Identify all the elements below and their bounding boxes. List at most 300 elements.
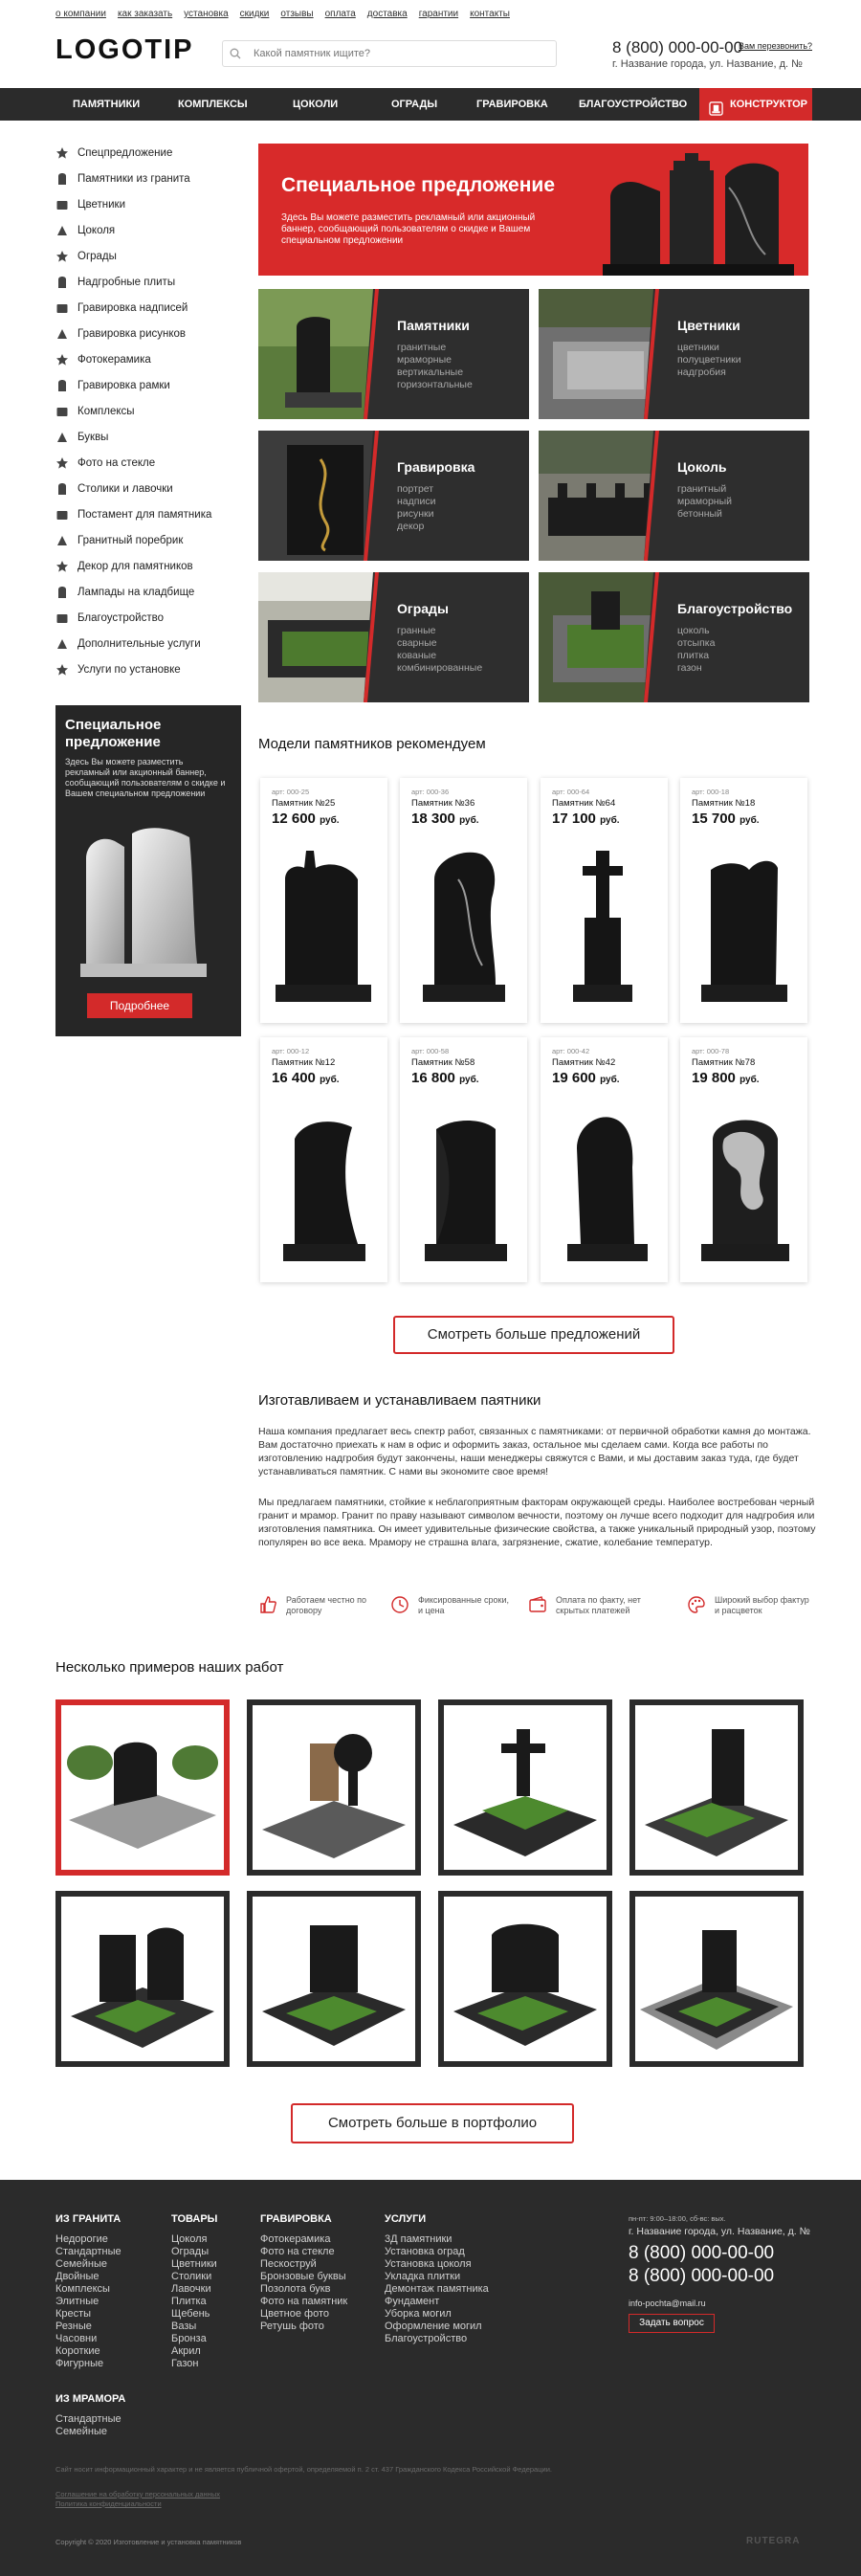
- footer-link[interactable]: Укладка плитки: [385, 2271, 461, 2282]
- constructor-button[interactable]: [699, 88, 812, 121]
- feature-contract: [258, 1595, 382, 1616]
- footer-link[interactable]: Установка цоколя: [385, 2258, 472, 2270]
- category-subitem[interactable]: цоколь: [677, 625, 710, 636]
- category-subitem[interactable]: плитка: [677, 650, 710, 661]
- product-article: арт: 000-18: [692, 788, 730, 796]
- product-price: [272, 1070, 340, 1086]
- portfolio-item[interactable]: [629, 1699, 804, 1876]
- sidebar-item-label: Гравировка рисунков: [77, 327, 187, 340]
- frame-icon: [55, 379, 69, 392]
- footer-hours: пн-пт: 9:00–18:00, сб-вс: вых.: [629, 2214, 726, 2223]
- portfolio-photo: [253, 1705, 415, 1870]
- sidebar-item[interactable]: [55, 372, 237, 398]
- engrave-icon: [55, 301, 69, 315]
- sidebar-item[interactable]: [55, 295, 237, 321]
- sidebar-item[interactable]: [55, 321, 237, 346]
- nav-plinths[interactable]: ЦОКОЛИ: [293, 99, 339, 110]
- feature-choice-text: Широкий выбор фактур и расцветок: [715, 1595, 809, 1615]
- category-subitem[interactable]: отсыпка: [677, 637, 716, 649]
- footer-col-granite-title: ИЗ ГРАНИТА: [55, 2213, 121, 2225]
- footer-link[interactable]: Семейные: [55, 2258, 107, 2270]
- product-article: арт: 000-78: [692, 1047, 730, 1055]
- sidebar-item-label: Постамент для памятника: [77, 508, 212, 521]
- search-input[interactable]: [248, 41, 556, 66]
- product-name[interactable]: Памятник №25: [272, 798, 336, 809]
- feature-fixed-terms-text: Фиксированные сроки, и цена: [418, 1595, 510, 1615]
- wallet-icon: [528, 1595, 547, 1614]
- footer-link[interactable]: Столики: [171, 2271, 212, 2282]
- plus-icon: [55, 637, 69, 651]
- footer-link[interactable]: Уборка могил: [385, 2308, 452, 2320]
- footer-link[interactable]: Благоустройство: [385, 2333, 468, 2344]
- category-title: Цветники: [677, 318, 740, 333]
- sidebar-item-label: Столики и лавочки: [77, 482, 173, 495]
- side-promo-more-button[interactable]: Подробнее: [87, 993, 192, 1018]
- product-image: [556, 841, 651, 1002]
- product-article: арт: 000-25: [272, 788, 310, 796]
- sidebar-item[interactable]: [55, 476, 237, 501]
- sidebar-item-label: Фото на стекле: [77, 456, 156, 469]
- footer-link[interactable]: Оформление могил: [385, 2321, 482, 2332]
- sidebar-item[interactable]: [55, 346, 237, 372]
- portfolio-photo: [444, 1897, 607, 2061]
- category-tile-fences[interactable]: [258, 572, 529, 702]
- category-tile-landscaping[interactable]: [539, 572, 809, 702]
- product-price-currency: руб.: [600, 815, 620, 826]
- portfolio-photo: [444, 1705, 607, 1870]
- portfolio-photo: [61, 1705, 224, 1870]
- nav-engraving[interactable]: ГРАВИРОВКА: [476, 99, 548, 110]
- sidebar-item-label: Дополнительные услуги: [77, 637, 201, 650]
- category-tile-flowerbeds[interactable]: [539, 289, 809, 419]
- footer-link[interactable]: Семейные: [55, 2426, 107, 2437]
- category-subitem[interactable]: бетонный: [677, 508, 722, 520]
- sidebar-item-label: Лампады на кладбище: [77, 586, 195, 598]
- developer-logo[interactable]: RUTEGRA: [746, 2536, 801, 2546]
- portfolio-item[interactable]: [438, 1891, 612, 2067]
- side-promo-text: Здесь Вы можете разместить рекламный или акционный баннер, сообщающий пользователям о скидке и Вашем специальном предложении: [65, 757, 226, 798]
- plinth-icon: [55, 224, 69, 237]
- footer-link[interactable]: Элитные: [55, 2296, 99, 2307]
- top-link-discounts[interactable]: скидки: [239, 9, 270, 19]
- footer-link[interactable]: Цветники: [171, 2258, 217, 2270]
- feature-fixed-terms: [390, 1595, 514, 1616]
- about-title: Изготавливаем и устанавливаем паятники: [258, 1392, 541, 1409]
- top-link-reviews[interactable]: отзывы: [280, 9, 314, 19]
- nav-complexes[interactable]: КОМПЛЕКСЫ: [178, 99, 248, 110]
- category-subitem[interactable]: надгробия: [677, 366, 726, 378]
- footer-link[interactable]: Ограды: [171, 2246, 210, 2257]
- footer-link[interactable]: Кресты: [55, 2308, 92, 2320]
- product-price-currency: руб.: [320, 1075, 340, 1085]
- category-subitem[interactable]: гранитный: [677, 483, 727, 495]
- side-promo-banner: [55, 705, 241, 1036]
- header-address: г. Название города, ул. Название, д. №: [612, 58, 803, 70]
- portfolio-title: Несколько примеров наших работ: [55, 1659, 284, 1676]
- search-box: [222, 40, 557, 67]
- category-subitem[interactable]: портрет: [397, 483, 434, 495]
- flower-icon: [55, 198, 69, 211]
- footer-link[interactable]: Цоколя: [171, 2233, 208, 2245]
- sidebar-item-label: Гранитный поребрик: [77, 534, 184, 546]
- footer-link[interactable]: Демонтаж памятника: [385, 2283, 489, 2295]
- product-price: [411, 811, 479, 827]
- product-price-currency: руб.: [459, 1075, 479, 1085]
- footer-link[interactable]: Фотокерамика: [260, 2233, 331, 2245]
- category-tile-engraving[interactable]: [258, 431, 529, 561]
- more-offers-button[interactable]: Смотреть больше предложений: [393, 1316, 674, 1354]
- product-price-value: 16 400: [272, 1070, 316, 1086]
- footer-copyright: Copyright © 2020 Изготовление и установка памятников: [55, 2538, 242, 2546]
- portfolio-item[interactable]: [55, 1699, 230, 1876]
- category-subitems: [677, 483, 732, 521]
- portfolio-item[interactable]: [55, 1891, 230, 2067]
- curb-icon: [55, 534, 69, 547]
- product-price: [692, 1070, 760, 1086]
- footer-disclaimer: Сайт носит информационный характер и не является публичной офертой, определяемой п. 2 ст. 437 Гражданского Кодекса Российской Федерации.: [55, 2465, 552, 2474]
- product-name[interactable]: Памятник №58: [411, 1057, 475, 1068]
- footer-link[interactable]: Ретушь фото: [260, 2321, 324, 2332]
- footer-col-goods: [171, 2213, 217, 2370]
- category-subitems: [397, 625, 482, 675]
- category-subitem[interactable]: полуцветники: [677, 354, 741, 366]
- category-subitem[interactable]: рисунки: [397, 508, 434, 520]
- palette-icon: [687, 1595, 706, 1614]
- feature-payment-text: Оплата по факту, нет скрытых платежей: [556, 1595, 641, 1615]
- portfolio-photo: [253, 1897, 415, 2061]
- footer: [0, 2180, 861, 2576]
- nav-landscaping[interactable]: БЛАГОУСТРОЙСТВО: [579, 99, 688, 110]
- product-image: [695, 1100, 791, 1261]
- product-price-value: 19 600: [552, 1070, 596, 1086]
- product-card[interactable]: [260, 1037, 387, 1282]
- footer-col-granite: [55, 2213, 121, 2370]
- product-price-currency: руб.: [600, 1075, 620, 1085]
- footer-link[interactable]: Фундамент: [385, 2296, 440, 2307]
- product-image: [276, 841, 371, 1002]
- product-article: арт: 000-58: [411, 1047, 450, 1055]
- product-price-value: 18 300: [411, 811, 455, 827]
- sidebar-item-label: Памятники из гранита: [77, 172, 190, 185]
- sidebar-item[interactable]: [55, 450, 237, 476]
- sidebar-item-label: Буквы: [77, 431, 109, 443]
- footer-link[interactable]: Цветное фото: [260, 2308, 329, 2320]
- footer-link[interactable]: Позолота букв: [260, 2283, 331, 2295]
- cart-icon: [709, 97, 723, 129]
- monument-icon: [55, 172, 69, 186]
- product-card[interactable]: [541, 778, 668, 1023]
- footer-col-marble-title: ИЗ МРАМОРА: [55, 2393, 126, 2405]
- sidebar-item-label: Декор для памятников: [77, 560, 193, 572]
- footer-address: г. Название города, ул. Название, д. №: [629, 2226, 810, 2237]
- product-image: [695, 841, 791, 1002]
- sidebar-item[interactable]: [55, 501, 237, 527]
- complex-icon: [55, 405, 69, 418]
- sidebar-item[interactable]: [55, 191, 237, 217]
- sidebar-item-label: Надгробные плиты: [77, 276, 176, 288]
- decor-icon: [55, 560, 69, 573]
- footer-link[interactable]: Установка оград: [385, 2246, 465, 2257]
- ask-question-button[interactable]: Задать вопрос: [629, 2314, 715, 2333]
- footer-link[interactable]: Бронза: [171, 2333, 207, 2344]
- search-icon[interactable]: [223, 41, 248, 66]
- top-links: [55, 9, 510, 19]
- pedestal-icon: [55, 508, 69, 522]
- category-subitem[interactable]: мраморный: [677, 496, 733, 507]
- portfolio-item[interactable]: [438, 1699, 612, 1876]
- letter-icon: [55, 431, 69, 444]
- product-price: [272, 811, 340, 827]
- thumbs-up-icon: [258, 1595, 277, 1614]
- tools-icon: [55, 663, 69, 677]
- feature-payment: [528, 1595, 651, 1616]
- product-card[interactable]: [400, 1037, 527, 1282]
- footer-col-goods-title: ТОВАРЫ: [171, 2213, 218, 2225]
- product-price-currency: руб.: [740, 815, 760, 826]
- category-subitem[interactable]: вертикальные: [397, 366, 464, 378]
- hero-title: Специальное предложение: [281, 174, 556, 196]
- recommended-title: Модели памятников рекомендуем: [258, 736, 486, 752]
- footer-link[interactable]: Короткие: [55, 2345, 100, 2357]
- product-article: арт: 000-12: [272, 1047, 310, 1055]
- product-price-value: 12 600: [272, 811, 316, 827]
- product-price-currency: руб.: [320, 815, 340, 826]
- footer-link[interactable]: Часовни: [55, 2333, 98, 2344]
- category-subitem[interactable]: гранные: [397, 625, 436, 636]
- nav-fences[interactable]: ОГРАДЫ: [391, 99, 438, 110]
- product-price-value: 19 800: [692, 1070, 736, 1086]
- hero-banner[interactable]: [258, 144, 808, 276]
- tree-icon: [55, 611, 69, 625]
- product-image: [556, 1100, 651, 1261]
- footer-col-engraving-title: ГРАВИРОВКА: [260, 2213, 332, 2225]
- hero-text: Здесь Вы можете разместить рекламный или акционный баннер, сообщающий пользователям о скидке и Вашем специальном предложении: [281, 212, 536, 246]
- footer-col-services-title: УСЛУГИ: [385, 2213, 427, 2225]
- top-link-how-to-order[interactable]: как заказать: [117, 9, 173, 19]
- sidebar-item[interactable]: [55, 166, 237, 191]
- product-card[interactable]: [541, 1037, 668, 1282]
- category-subitem[interactable]: гранитные: [397, 342, 447, 353]
- product-price-value: 16 800: [411, 1070, 455, 1086]
- sidebar-item-label: Цоколя: [77, 224, 116, 236]
- feature-choice: [687, 1595, 810, 1616]
- category-subitems: [677, 625, 715, 675]
- category-subitems: [397, 342, 473, 391]
- slab-icon: [55, 276, 69, 289]
- top-link-installation[interactable]: установка: [184, 9, 229, 19]
- clock-icon: [390, 1595, 409, 1614]
- category-photo: [539, 572, 673, 702]
- portfolio-photo: [635, 1705, 798, 1870]
- side-promo-title: Специальное предложение: [65, 717, 162, 750]
- category-subitem[interactable]: декор: [397, 521, 425, 532]
- portfolio-photo: [635, 1897, 798, 2061]
- footer-link[interactable]: 3Д памятники: [385, 2233, 453, 2245]
- category-tile-plinth[interactable]: [539, 431, 809, 561]
- top-link-guarantees[interactable]: гарантии: [418, 9, 459, 19]
- sidebar-item[interactable]: [55, 527, 237, 553]
- sidebar-item[interactable]: [55, 140, 237, 166]
- category-subitem[interactable]: комбинированные: [397, 662, 483, 674]
- photo-icon: [55, 353, 69, 366]
- nav-monuments[interactable]: ПАМЯТНИКИ: [73, 99, 141, 110]
- footer-link[interactable]: Недорогие: [55, 2233, 108, 2245]
- footer-link[interactable]: Фото на памятник: [260, 2296, 348, 2307]
- product-article: арт: 000-64: [552, 788, 590, 796]
- sidebar-item[interactable]: [55, 656, 237, 682]
- more-portfolio-button[interactable]: Смотреть больше в портфолио: [291, 2103, 574, 2143]
- top-link-delivery[interactable]: доставка: [366, 9, 408, 19]
- sidebar-menu: [55, 140, 237, 682]
- category-title: Памятники: [397, 318, 470, 333]
- product-name[interactable]: Памятник №42: [552, 1057, 616, 1068]
- footer-col-services: [385, 2213, 489, 2345]
- category-photo: [539, 431, 673, 561]
- footer-link[interactable]: Бронзовые буквы: [260, 2271, 346, 2282]
- product-price: [411, 1070, 479, 1086]
- category-subitem[interactable]: газон: [677, 662, 702, 674]
- sidebar-item-label: Комплексы: [77, 405, 135, 417]
- footer-link[interactable]: Двойные: [55, 2271, 99, 2282]
- category-title: Благоустройство: [677, 601, 793, 616]
- footer-link[interactable]: Плитка: [171, 2296, 207, 2307]
- sidebar-item[interactable]: [55, 217, 237, 243]
- portfolio-photo: [61, 1897, 224, 2061]
- top-link-about[interactable]: о компании: [55, 9, 106, 19]
- constructor-label: КОНСТРУКТОР: [730, 99, 807, 110]
- product-name[interactable]: Памятник №36: [411, 798, 475, 809]
- sidebar-item-label: Благоустройство: [77, 611, 164, 624]
- category-title: Гравировка: [397, 459, 475, 475]
- sidebar-item[interactable]: [55, 605, 237, 631]
- logo[interactable]: LOGOTIP: [55, 34, 194, 65]
- footer-link[interactable]: Лавочки: [171, 2283, 211, 2295]
- feature-contract-text: Работаем честно по договору: [286, 1595, 367, 1615]
- product-name[interactable]: Памятник №12: [272, 1057, 336, 1068]
- footer-policy-personal-data[interactable]: Соглашение на обработку персональных данных: [55, 2490, 220, 2498]
- footer-phone-2[interactable]: 8 (800) 000-00-00: [629, 2266, 775, 2286]
- sidebar-item[interactable]: [55, 424, 237, 450]
- portfolio-item[interactable]: [629, 1891, 804, 2067]
- product-card[interactable]: [680, 778, 807, 1023]
- sidebar-item-label: Гравировка рамки: [77, 379, 170, 391]
- footer-link[interactable]: Вазы: [171, 2321, 197, 2332]
- lamp-icon: [55, 586, 69, 599]
- bench-icon: [55, 482, 69, 496]
- hero-monuments-image: [603, 149, 808, 276]
- footer-link[interactable]: Щебень: [171, 2308, 210, 2320]
- top-link-contacts[interactable]: контакты: [470, 9, 510, 19]
- portfolio-item[interactable]: [247, 1699, 421, 1876]
- category-subitem[interactable]: сварные: [397, 637, 437, 649]
- product-name[interactable]: Памятник №18: [692, 798, 756, 809]
- product-image: [415, 841, 511, 1002]
- footer-link[interactable]: Стандартные: [55, 2246, 121, 2257]
- product-name[interactable]: Памятник №78: [692, 1057, 756, 1068]
- category-title: Цоколь: [677, 459, 727, 475]
- star-icon: [55, 146, 69, 160]
- category-subitem[interactable]: кованые: [397, 650, 437, 661]
- product-image: [415, 1100, 511, 1261]
- footer-policy-privacy[interactable]: Политика конфиденциальности: [55, 2499, 162, 2508]
- product-article: арт: 000-42: [552, 1047, 590, 1055]
- portfolio-item[interactable]: [247, 1891, 421, 2067]
- footer-link[interactable]: Фигурные: [55, 2358, 104, 2369]
- sidebar-item-label: Фотокерамика: [77, 353, 151, 366]
- sidebar-item[interactable]: [55, 631, 237, 656]
- category-subitems: [677, 342, 741, 379]
- sidebar-item[interactable]: [55, 269, 237, 295]
- product-price: [692, 811, 760, 827]
- category-subitem[interactable]: надписи: [397, 496, 436, 507]
- product-card[interactable]: [400, 778, 527, 1023]
- sidebar-item[interactable]: [55, 579, 237, 605]
- callback-link[interactable]: Вам перезвонить?: [739, 41, 813, 51]
- category-subitems: [397, 483, 435, 533]
- about-paragraph-2: Мы предлагаем памятники, стойкие к неблагоприятным факторам окружающей среды. Наиболее востребован черный гранит и мрамор. Гранит по праву называют символом вечности, поэтому он лучше всего подходит для надгробия или изготовления памятника. Он имеет удивительные физические свойства, а также уникальный природный узор, поэтому популярен во все века. Мрамору не страшна влага, загрязнение, сжатие, колебание температур.: [258, 1497, 816, 1548]
- product-name[interactable]: Памятник №64: [552, 798, 616, 809]
- footer-link[interactable]: Резные: [55, 2321, 92, 2332]
- footer-link[interactable]: Комплексы: [55, 2283, 110, 2295]
- product-price-value: 17 100: [552, 811, 596, 827]
- main-nav: [0, 88, 861, 121]
- footer-col-marble: [55, 2393, 125, 2438]
- sidebar-item-label: Цветники: [77, 198, 125, 211]
- footer-email[interactable]: info-pochta@mail.ru: [629, 2298, 706, 2308]
- product-card[interactable]: [260, 778, 387, 1023]
- product-price-currency: руб.: [459, 815, 479, 826]
- sidebar-item-label: Ограды: [77, 250, 117, 262]
- about-paragraph-1: Наша компания предлагает весь спектр работ, связанных с памятниками: от первичной обработки камня до монтажа. Вам достаточно приехать к нам в офис и оформить заказ, остальное мы сделаем сами. Когда все работы по изготовлению надгробия будут закончены, наши менеджеры свяжутся с Вами, и мы доставим заказ туда, где будет устанавливаться памятник. С нами вы экономите свое время!: [258, 1426, 811, 1477]
- product-price-value: 15 700: [692, 811, 736, 827]
- footer-link[interactable]: Фото на стекле: [260, 2246, 335, 2257]
- sidebar-item-label: Услуги по установке: [77, 663, 181, 676]
- sidebar-item-label: Спецпредложение: [77, 146, 173, 159]
- sidebar-item[interactable]: [55, 398, 237, 424]
- category-photo: [258, 289, 392, 419]
- fence-icon: [55, 250, 69, 263]
- sidebar-item[interactable]: [55, 553, 237, 579]
- product-article: арт: 000-36: [411, 788, 450, 796]
- category-subitem[interactable]: горизонтальные: [397, 379, 473, 390]
- category-subitem[interactable]: цветники: [677, 342, 719, 353]
- footer-link[interactable]: Акрил: [171, 2345, 201, 2357]
- footer-phone-1[interactable]: 8 (800) 000-00-00: [629, 2243, 775, 2263]
- header-phone[interactable]: 8 (800) 000-00-00: [612, 38, 743, 56]
- footer-link[interactable]: Пескоструй: [260, 2258, 317, 2270]
- category-photo: [539, 289, 673, 419]
- footer-col-engraving: [260, 2213, 347, 2333]
- sidebar-item[interactable]: [55, 243, 237, 269]
- side-promo-monument-image: [77, 820, 220, 983]
- category-photo: [258, 431, 392, 561]
- product-price: [552, 811, 620, 827]
- footer-link[interactable]: Стандартные: [55, 2413, 121, 2425]
- footer-link[interactable]: Газон: [171, 2358, 199, 2369]
- product-price-currency: руб.: [740, 1075, 760, 1085]
- category-subitem[interactable]: мраморные: [397, 354, 452, 366]
- category-tile-monuments[interactable]: [258, 289, 529, 419]
- category-title: Ограды: [397, 601, 449, 616]
- product-image: [276, 1100, 371, 1261]
- product-card[interactable]: [680, 1037, 807, 1282]
- top-link-payment[interactable]: оплата: [324, 9, 356, 19]
- sidebar-item-label: Гравировка надписей: [77, 301, 188, 314]
- photo-icon: [55, 456, 69, 470]
- engrave-icon: [55, 327, 69, 341]
- product-price: [552, 1070, 620, 1086]
- category-photo: [258, 572, 392, 702]
